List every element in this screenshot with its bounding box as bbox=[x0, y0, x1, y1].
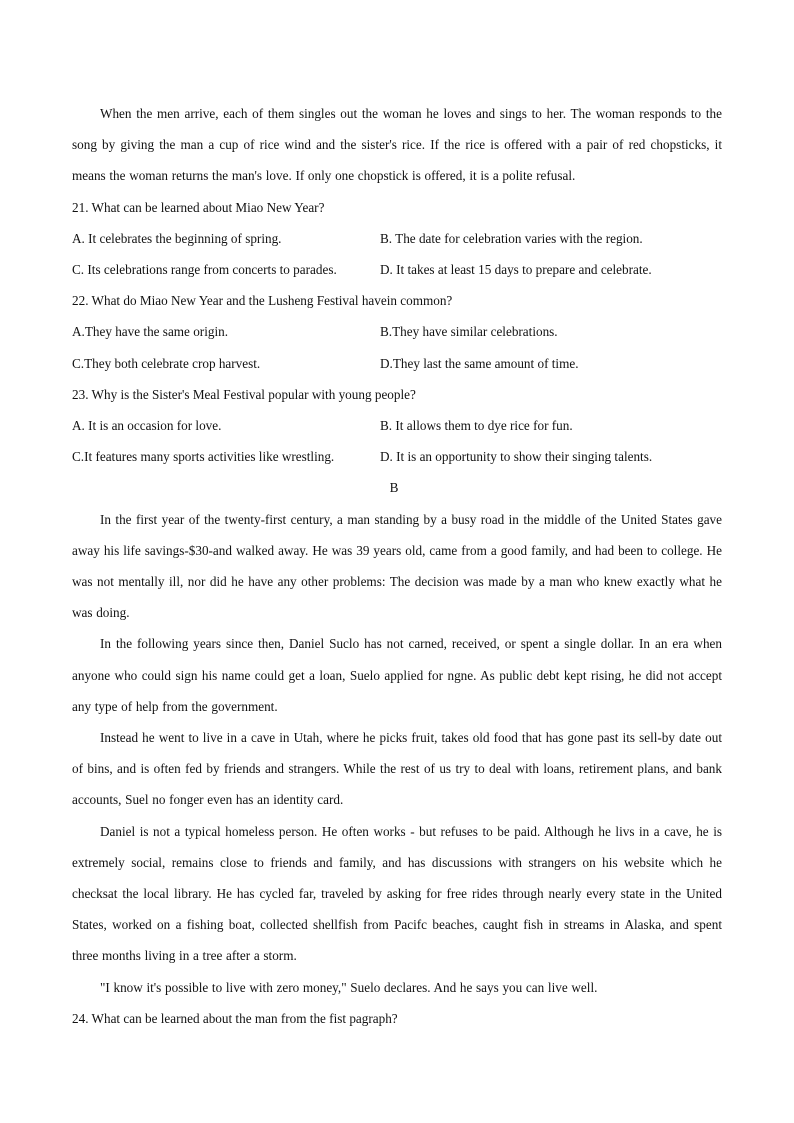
section-b-paragraph-1: In the first year of the twenty-first century, a man standing by a busy road in the middle of the United States gave away his life savings-$30-and walked away. He was 39 years old, came from a good family, and had been to college. He was not mentally ill, nor did he have any other problems: The decision was made by a man who knew exactly what he was doing. bbox=[72, 511, 722, 621]
question-23-stem: 23. Why is the Sister's Meal Festival popular with young people? bbox=[72, 386, 416, 402]
section-b-paragraph-3: Instead he went to live in a cave in Utah, where he picks fruit, takes old food that has gone past its sell-by date out of bins, and is often fed by friends and strangers. While the rest of us try to deal with loans, retirement plans, and bank accounts, Suel no fonger even has an identity card. bbox=[72, 730, 722, 808]
question-22-option-a: A.They have the same origin. bbox=[72, 324, 229, 340]
question-22-stem: 22. What do Miao New Year and the Lusheng Festival havein common? bbox=[72, 293, 453, 309]
question-23-option-c: C.It features many sports activities like wrestling. bbox=[72, 449, 335, 465]
question-21-option-c: C. Its celebrations range from concerts to parades. bbox=[72, 262, 337, 278]
question-21-stem: 21. What can be learned about Miao New Year? bbox=[72, 199, 325, 215]
section-b-paragraph-4: Daniel is not a typical homeless person. He often works - but refuses to be paid. Although he livs in a cave, he is extremely social, remains close to friends and family, and has discussions with strangers on his website which he checksat the local library. He has cycled far, traveled by asking for free rides through nearly every state in the United States, worked on a fishing boat, collected shellfish from Pacifc beaches, caught fish in streams in Alaska, and spent three months living in a tree after a storm. bbox=[72, 823, 722, 964]
exam-page bbox=[72, 98, 722, 1034]
section-b-paragraph-2: In the following years since then, Daniel Suclo has not carned, received, or spent a single dollar. In an era when anyone who could sign his name could get a loan, Suelo applied for ngne. As public debt kept rising, he did not accept any type of help from the government. bbox=[72, 636, 722, 714]
question-23-option-b: B. It allows them to dye rice for fun. bbox=[380, 418, 573, 434]
question-21-option-b: B. The date for celebration varies with the region. bbox=[380, 230, 643, 246]
question-24-stem: 24. What can be learned about the man from the fist pagraph? bbox=[72, 1010, 398, 1026]
question-22-option-b: B.They have similar celebrations. bbox=[380, 324, 558, 340]
question-22-option-c: C.They both celebrate crop harvest. bbox=[72, 355, 261, 371]
question-23-option-d: D. It is an opportunity to show their singing talents. bbox=[380, 449, 653, 465]
question-23-option-a: A. It is an occasion for love. bbox=[72, 418, 222, 434]
question-21-options-row-1 bbox=[72, 223, 722, 254]
passage-a-paragraph: When the men arrive, each of them singles out the woman he loves and sings to her. The woman responds to the song by giving the man a cup of rice wind and the sister's rice. If the rice is offered with a pair of red chopsticks, it means the woman returns the man's love. If only one chopstick is offered, it is a polite refusal. bbox=[72, 106, 722, 184]
question-22-options-row-2 bbox=[72, 348, 722, 379]
question-22-option-d: D.They last the same amount of time. bbox=[380, 355, 579, 371]
question-23-options-row-2 bbox=[72, 441, 722, 472]
question-23-options-row-1 bbox=[72, 410, 722, 441]
question-21-option-a: A. It celebrates the beginning of spring. bbox=[72, 230, 282, 246]
section-b-label: B bbox=[389, 480, 399, 496]
question-22-options-row-1 bbox=[72, 316, 722, 347]
question-21-option-d: D. It takes at least 15 days to prepare and celebrate. bbox=[380, 262, 652, 278]
section-b-paragraph-5: "I know it's possible to live with zero money," Suelo declares. And he says you can live well. bbox=[100, 979, 598, 995]
question-21-options-row-2 bbox=[72, 254, 722, 285]
